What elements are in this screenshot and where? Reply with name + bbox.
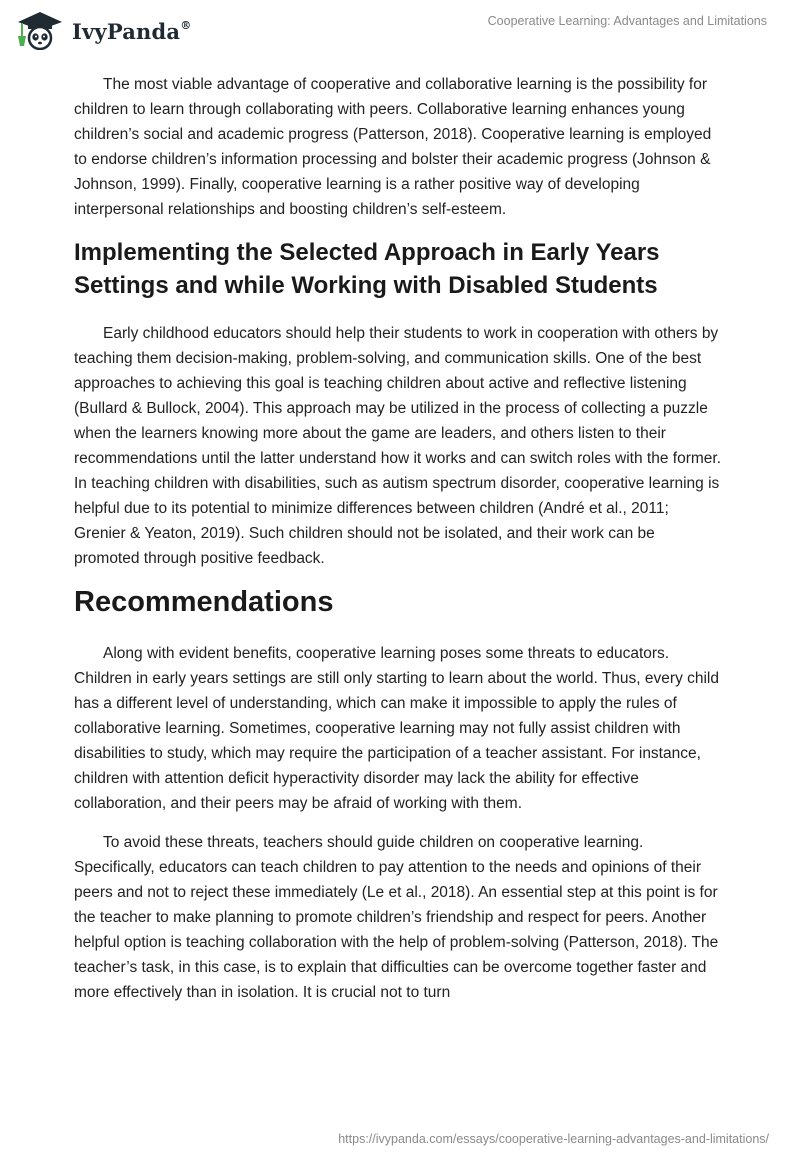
section-heading-recommendations: Recommendations <box>74 586 334 618</box>
source-url[interactable]: https://ivypanda.com/essays/cooperative-learning-advantages-and-limitations/ <box>338 1132 769 1146</box>
ivypanda-logo[interactable] <box>14 10 191 50</box>
panda-graduation-icon <box>14 10 66 50</box>
brand-text: IvyPanda <box>72 18 181 44</box>
registered-mark: ® <box>180 18 192 32</box>
brand-name <box>72 19 191 44</box>
paragraph: Early childhood educators should help their students to work in cooperation with others by teaching them decision-making, problem-solving, and communication skills. One of the best approaches to achieving this goal is teaching children about active and reflective listening (Bullard & Bullock, 2004). This approach may be utilized in the process of collecting a puzzle when the learners knowing more about the game are leaders, and others listen to their recommendations until the latter understand how it works and can switch roles with the former. In teaching children with disabilities, such as autism spectrum disorder, cooperative learning is helpful due to its potential to minimize differences between children (André et al., 2011; Grenier & Yeaton, 2019). Such children should not be isolated, and their work can be promoted through positive feedback. <box>74 325 722 567</box>
section-heading: Implementing the Selected Approach in Early Years Settings and while Working with Disabled Students <box>74 239 660 299</box>
paragraph: To avoid these threats, teachers should guide children on cooperative learning. Specifically, educators can teach children to pay attention to the needs and opinions of their peers and not to reject these immediately (Le et al., 2018). An essential step at this point is for the teacher to make planning to promote children’s friendship and respect for peers. Another helpful option is teaching collaboration with the help of problem-solving (Patterson, 2018). The teacher’s task, in this case, is to explain that difficulties can be overcome together faster and more effectively than in isolation. It is crucial not to turn <box>74 834 719 1001</box>
paragraph: Along with evident benefits, cooperative learning poses some threats to educators. Children in early years settings are still only starting to learn about the world. Thus, every child has a different level of understanding, which can make it impossible to apply the rules of collaborative learning. Sometimes, cooperative learning may not fully assist children with disabilities to study, which may require the participation of a teacher assistant. For instance, children with attention deficit hyperactivity disorder may lack the ability for effective collaboration, and their peers may be afraid of working with them. <box>74 645 719 812</box>
essay-body <box>74 72 724 1019</box>
document-title: Cooperative Learning: Advantages and Limitations <box>487 14 767 28</box>
page-header <box>0 0 800 60</box>
paragraph: The most viable advantage of cooperative and collaborative learning is the possibility for children to learn through collaborating with peers. Collaborative learning enhances young children’s social and academic progress (Patterson, 2018). Cooperative learning is employed to endorse children’s information processing and bolster their academic progress (Johnson & Johnson, 1999). Finally, cooperative learning is a rather positive way of developing interpersonal relationships and boosting children’s self-esteem. <box>74 76 712 218</box>
